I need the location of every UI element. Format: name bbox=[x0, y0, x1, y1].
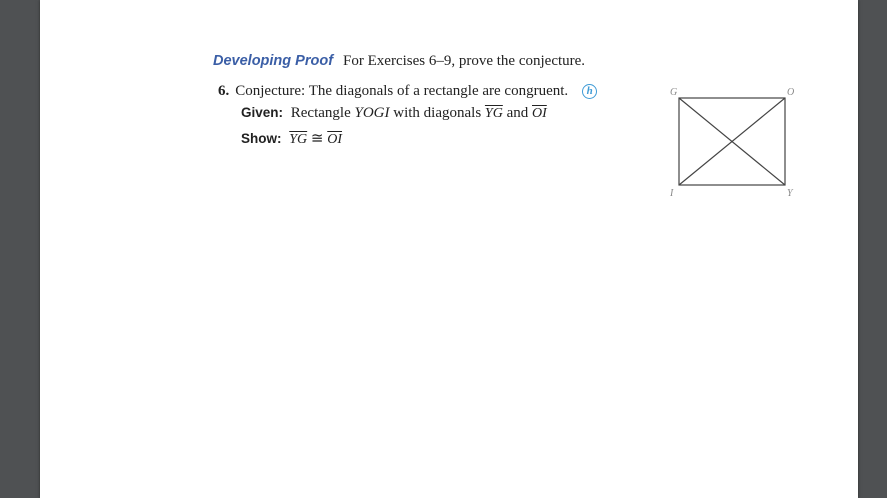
show-label: Show: bbox=[241, 131, 282, 146]
given-label: Given: bbox=[241, 105, 284, 120]
textbook-page bbox=[40, 0, 858, 498]
vertex-label-i: I bbox=[670, 188, 674, 199]
conjecture-text: Conjecture: The diagonals of a rectangle are congruent. bbox=[235, 83, 569, 99]
diagonal-oi: $\overline{OI}$ bbox=[532, 106, 547, 121]
hint-icon[interactable]: h bbox=[582, 84, 597, 99]
conjecture-line bbox=[218, 83, 597, 100]
exercise-number: 6. bbox=[218, 83, 230, 99]
vertex-label-y: Y bbox=[787, 188, 793, 199]
given-line bbox=[241, 105, 547, 122]
exercise-instructions: For Exercises 6–9, prove the conjecture. bbox=[343, 53, 586, 69]
developing-proof-label: Developing Proof bbox=[213, 53, 334, 69]
vertex-label-o: O bbox=[787, 87, 795, 98]
diagonal-yg: $\overline{YG}$ bbox=[484, 106, 503, 121]
given-figure-name: YOGI bbox=[354, 105, 390, 121]
congruent-symbol: ≅ bbox=[310, 131, 324, 147]
vertex-label-g: G bbox=[670, 87, 678, 98]
rectangle-yogi-figure bbox=[668, 82, 808, 202]
show-segment-oi: $\overline{OI}$ bbox=[327, 132, 343, 147]
given-text-1: Rectangle bbox=[290, 105, 351, 121]
show-line bbox=[241, 129, 342, 148]
given-text-2: with diagonals bbox=[393, 105, 482, 121]
show-segment-yg: $\overline{YG}$ bbox=[289, 132, 308, 147]
and-word: and bbox=[506, 105, 529, 121]
section-heading bbox=[213, 53, 585, 70]
